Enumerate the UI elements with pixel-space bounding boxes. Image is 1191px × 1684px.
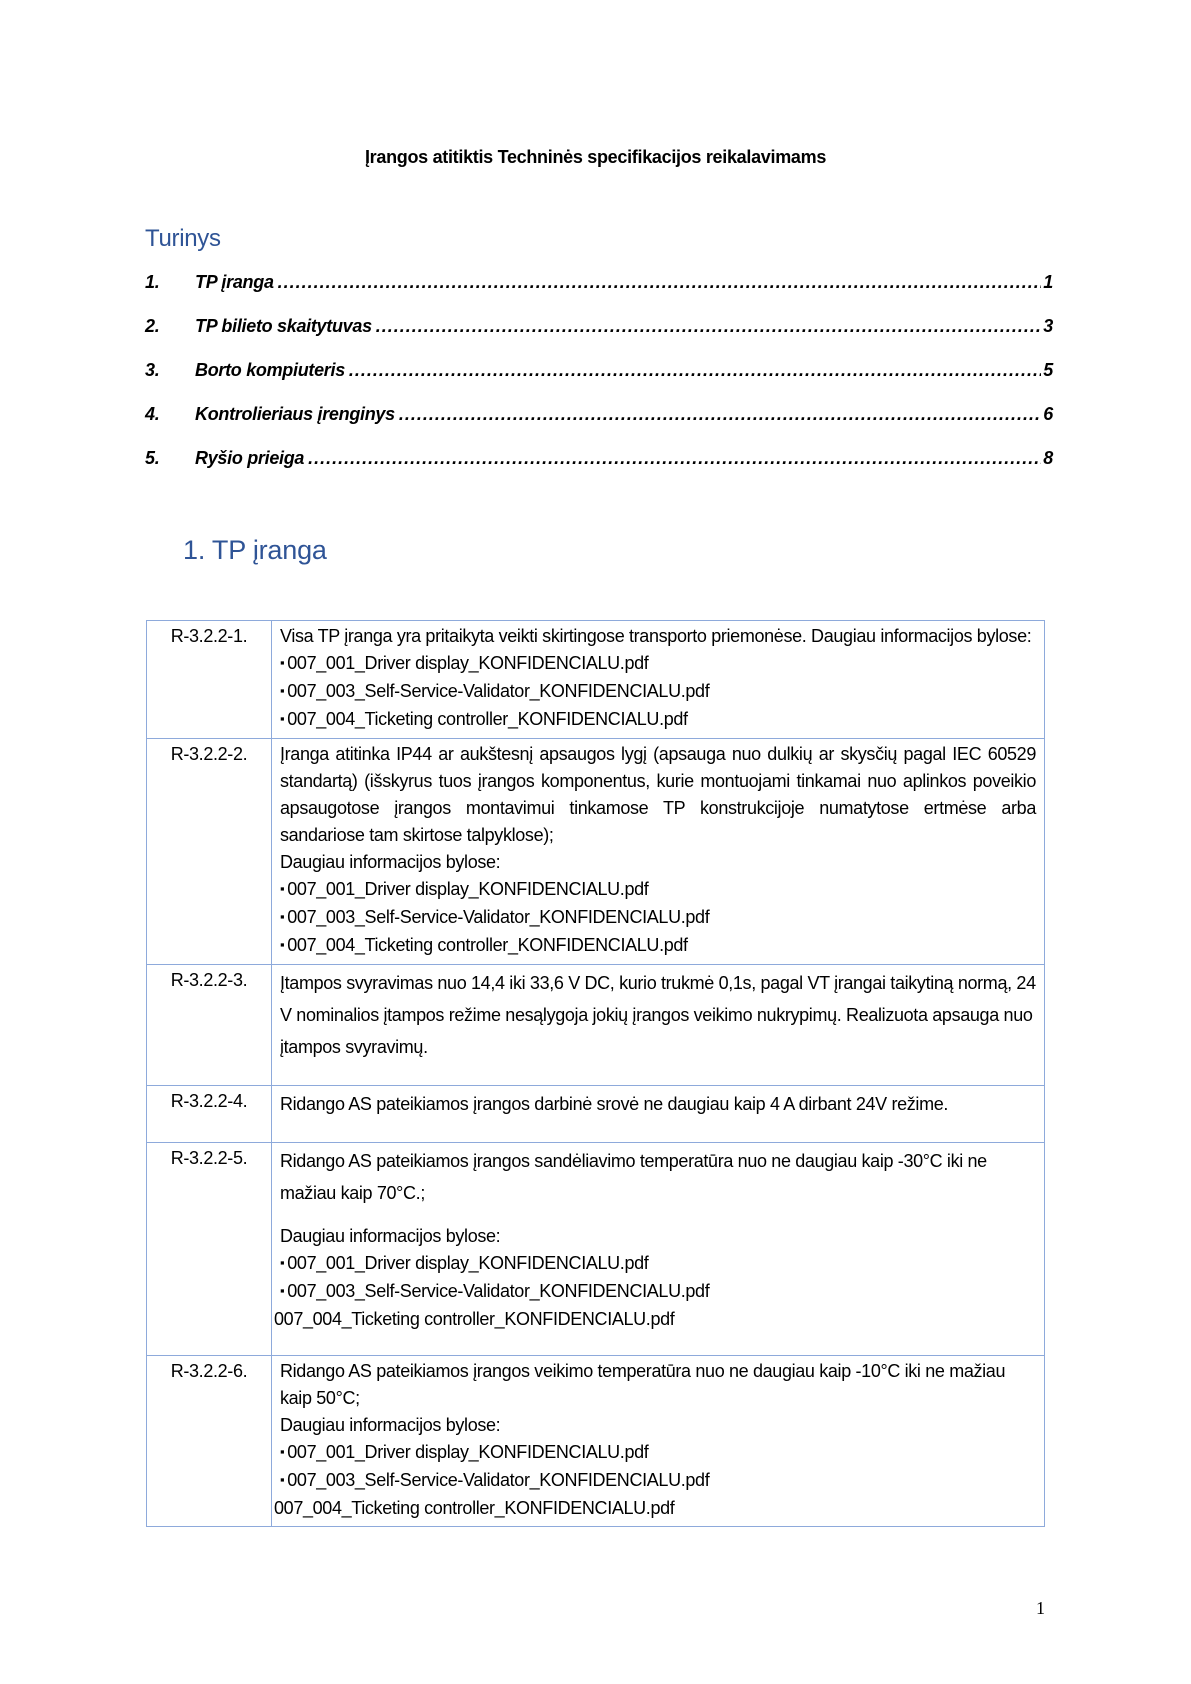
more-info-label: Daugiau informacijos bylose: <box>280 1226 501 1246</box>
requirement-id: R-3.2.2-4. <box>147 1086 272 1143</box>
toc-entry-page[interactable]: 1 <box>1043 272 1053 292</box>
toc-entry-label[interactable]: Borto kompiuteris <box>195 360 345 380</box>
toc-entry-number: 5. <box>145 448 160 468</box>
toc-entry-number: 4. <box>145 404 160 424</box>
toc-entry[interactable] <box>145 360 1053 404</box>
requirement-description <box>272 621 1045 739</box>
table-of-contents <box>145 272 1053 492</box>
requirement-description <box>272 739 1045 965</box>
toc-entry[interactable] <box>145 272 1053 316</box>
toc-entry-label[interactable]: Ryšio prieiga <box>195 448 305 468</box>
file-reference: 007_004_Ticketing controller_KONFIDENCIALU.pdf <box>274 1309 675 1329</box>
requirement-id: R-3.2.2-2. <box>147 739 272 965</box>
file-reference: ▪ 007_001_Driver display_KONFIDENCIALU.pdf <box>274 1250 1036 1278</box>
table-row <box>147 1143 1045 1356</box>
requirements-table <box>146 620 1045 1527</box>
file-reference: ▪ 007_001_Driver display_KONFIDENCIALU.pdf <box>274 650 1036 678</box>
requirement-id: R-3.2.2-1. <box>147 621 272 739</box>
requirement-id: R-3.2.2-6. <box>147 1356 272 1527</box>
file-list <box>274 1439 1036 1522</box>
toc-leader-dots <box>349 360 1041 381</box>
toc-entry-page[interactable]: 5 <box>1043 360 1053 380</box>
more-info-label: Daugiau informacijos bylose: <box>280 852 501 872</box>
requirement-text: Ridango AS pateikiamos įrangos veikimo temperatūra nuo ne daugiau kaip -10°C iki ne mažiau kaip 50°C; <box>280 1361 1006 1408</box>
toc-heading: Turinys <box>145 225 221 252</box>
toc-entry-label[interactable]: Kontrolieriaus įrenginys <box>195 404 395 424</box>
file-reference: ▪ 007_001_Driver display_KONFIDENCIALU.pdf <box>274 1439 1036 1467</box>
file-list <box>280 650 1036 734</box>
table-row <box>147 621 1045 739</box>
table-row <box>147 965 1045 1086</box>
requirement-text: Įtampos svyravimas nuo 14,4 iki 33,6 V DC, kurio trukmė 0,1s, pagal VT įrangai taikytiną normą, 24 V nominalios įtampos režime nesąlygoja jokių įrangos veikimo nukrypimų. Realizuota apsauga nuo įtampos svyravimų. <box>280 973 1036 1057</box>
requirement-description <box>272 1086 1045 1143</box>
toc-entry-number: 2. <box>145 316 160 336</box>
table-row <box>147 739 1045 965</box>
file-reference: ▪ 007_004_Ticketing controller_KONFIDENCIALU.pdf <box>274 706 1036 734</box>
file-reference: ▪ 007_003_Self-Service-Validator_KONFIDENCIALU.pdf <box>274 1467 1036 1495</box>
requirement-text: Ridango AS pateikiamos įrangos darbinė srovė ne daugiau kaip 4 A dirbant 24V režime. <box>280 1094 949 1114</box>
requirement-text: Ridango AS pateikiamos įrangos sandėliavimo temperatūra nuo ne daugiau kaip -30°C iki ne mažiau kaip 70°C.; <box>280 1151 987 1203</box>
toc-entry-label[interactable]: TP įranga <box>195 272 274 292</box>
toc-entry-page[interactable]: 3 <box>1043 316 1053 336</box>
requirement-id: R-3.2.2-3. <box>147 965 272 1086</box>
table-row <box>147 1086 1045 1143</box>
file-reference: ▪ 007_003_Self-Service-Validator_KONFIDENCIALU.pdf <box>274 678 1036 706</box>
requirement-text: Įranga atitinka IP44 ar aukštesnį apsaugos lygį (apsauga nuo dulkių ar skysčių pagal IEC 60529 standartą) (išskyrus tuos įrangos komponentus, kurie montuojami tinkamai nuo aplinkos poveikio apsaugotose įrangos montavimui tinkamose TP konstrukcijoje numatytose ertmėse arba sandariose tam skirtose talpyklose); <box>280 744 1036 845</box>
file-reference: ▪ 007_003_Self-Service-Validator_KONFIDENCIALU.pdf <box>274 1278 1036 1306</box>
toc-entry-number: 3. <box>145 360 160 380</box>
toc-entry-page[interactable]: 6 <box>1043 404 1053 424</box>
more-info-label: Daugiau informacijos bylose: <box>280 1415 501 1435</box>
section-heading: 1. TP įranga <box>183 535 327 565</box>
requirement-description <box>272 965 1045 1086</box>
requirement-description <box>272 1356 1045 1527</box>
document-title: Įrangos atitiktis Techninės specifikacijos reikalavimams <box>364 147 827 167</box>
file-reference: ▪ 007_003_Self-Service-Validator_KONFIDENCIALU.pdf <box>274 904 1036 932</box>
toc-leader-dots <box>308 448 1041 469</box>
requirement-text: Visa TP įranga yra pritaikyta veikti skirtingose transporto priemonėse. Daugiau informacijos bylose: <box>280 626 1032 646</box>
toc-entry[interactable] <box>145 404 1053 448</box>
toc-entry-label[interactable]: TP bilieto skaitytuvas <box>195 316 372 336</box>
toc-entry-page[interactable]: 8 <box>1043 448 1053 468</box>
table-row <box>147 1356 1045 1527</box>
file-reference: 007_004_Ticketing controller_KONFIDENCIALU.pdf <box>274 1498 675 1518</box>
toc-leader-dots <box>399 404 1041 425</box>
file-list <box>274 1250 1036 1333</box>
file-reference: ▪ 007_004_Ticketing controller_KONFIDENCIALU.pdf <box>274 932 1036 960</box>
requirement-id: R-3.2.2-5. <box>147 1143 272 1356</box>
file-list <box>280 876 1036 960</box>
toc-entry[interactable] <box>145 316 1053 360</box>
toc-leader-dots <box>376 316 1041 337</box>
toc-entry-number: 1. <box>145 272 160 292</box>
file-reference: ▪ 007_001_Driver display_KONFIDENCIALU.pdf <box>274 876 1036 904</box>
toc-entry[interactable] <box>145 448 1053 492</box>
requirement-description <box>272 1143 1045 1356</box>
toc-leader-dots <box>278 272 1042 293</box>
page-number: 1 <box>1036 1598 1045 1618</box>
